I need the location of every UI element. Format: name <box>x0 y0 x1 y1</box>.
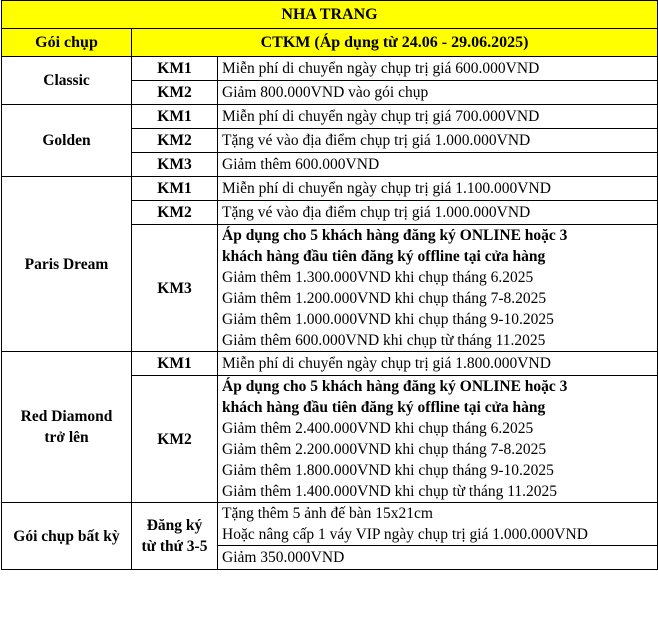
promo-code-line: từ thứ 3-5 <box>141 538 208 555</box>
promo-condition-line: Áp dụng cho 5 khách hàng đăng ký ONLINE hoặc 3 <box>222 378 568 395</box>
promo-discount-line: Giảm thêm 1.800.000VND khi chụp tháng 9-10.2025 <box>222 462 554 479</box>
package-name-line: trở lên <box>44 429 89 446</box>
package-classic: Classic <box>2 57 132 105</box>
promo-desc: Miễn phí di chuyển ngày chụp trị giá 1.100.000VND <box>218 177 658 201</box>
promo-code: KM2 <box>132 81 218 105</box>
promo-column-header: CTKM (Áp dụng từ 24.06 - 29.06.2025) <box>132 29 658 57</box>
promo-condition-line: Áp dụng cho 5 khách hàng đăng ký ONLINE hoặc 3 <box>222 227 568 244</box>
promo-discount-line: Giảm thêm 1.200.000VND khi chụp tháng 7-8.2025 <box>222 290 547 307</box>
promo-code: KM2 <box>132 376 218 503</box>
promo-code: KM3 <box>132 153 218 177</box>
promo-gift-line: Hoặc nâng cấp 1 váy VIP ngày chụp trị giá 1.000.000VND <box>222 526 588 543</box>
promo-discount-line: Giảm thêm 1.300.000VND khi chụp tháng 6.2025 <box>222 269 534 286</box>
package-golden: Golden <box>2 105 132 177</box>
promo-discount-line: Giảm thêm 2.400.000VND khi chụp tháng 6.2025 <box>222 420 534 437</box>
promo-code: KM3 <box>132 225 218 352</box>
promo-condition-line: khách hàng đầu tiên đăng ký offline tại cửa hàng <box>222 248 546 265</box>
package-any: Gói chụp bất kỳ <box>2 503 132 570</box>
promo-code: KM1 <box>132 57 218 81</box>
package-red-diamond <box>2 352 132 503</box>
promo-desc: Miễn phí di chuyển ngày chụp trị giá 600.000VND <box>218 57 658 81</box>
promo-discount-line: Giảm thêm 1.400.000VND khi chụp từ tháng 11.2025 <box>222 483 558 500</box>
promo-discount-line: Giảm thêm 2.200.000VND khi chụp tháng 7-8.2025 <box>222 441 547 458</box>
promo-code: KM1 <box>132 177 218 201</box>
promo-code-line: Đăng ký <box>146 517 203 534</box>
promo-desc: Tặng vé vào địa điểm chụp trị giá 1.000.000VND <box>218 201 658 225</box>
promo-desc: Miễn phí di chuyển ngày chụp trị giá 700.000VND <box>218 105 658 129</box>
promo-discount-line: Giảm thêm 600.000VND khi chụp từ tháng 11.2025 <box>222 332 546 349</box>
promo-discount-line: Giảm thêm 1.000.000VND khi chụp tháng 9-10.2025 <box>222 311 554 328</box>
promo-condition-line: khách hàng đầu tiên đăng ký offline tại cửa hàng <box>222 399 546 416</box>
promo-desc: Miễn phí di chuyển ngày chụp trị giá 1.800.000VND <box>218 352 658 376</box>
promo-code: KM2 <box>132 129 218 153</box>
promo-code-weekday <box>132 503 218 570</box>
promo-desc: Tặng vé vào địa điểm chụp trị giá 1.000.000VND <box>218 129 658 153</box>
table-title: NHA TRANG <box>2 1 658 29</box>
promo-code: KM1 <box>132 352 218 376</box>
promo-desc-multiline <box>218 503 658 546</box>
promo-desc: Giảm 350.000VND <box>218 546 658 570</box>
promo-code: KM2 <box>132 201 218 225</box>
promo-desc-multiline <box>218 376 658 503</box>
promo-desc: Giảm thêm 600.000VND <box>218 153 658 177</box>
promo-gift-line: Tặng thêm 5 ảnh đế bàn 15x21cm <box>222 505 433 522</box>
promo-desc-multiline <box>218 225 658 352</box>
promo-desc: Giảm 800.000VND vào gói chụp <box>218 81 658 105</box>
package-name-line: Red Diamond <box>20 408 113 425</box>
promo-code: KM1 <box>132 105 218 129</box>
package-paris-dream: Paris Dream <box>2 177 132 352</box>
package-column-header: Gói chụp <box>2 29 132 57</box>
promo-table <box>1 0 658 570</box>
